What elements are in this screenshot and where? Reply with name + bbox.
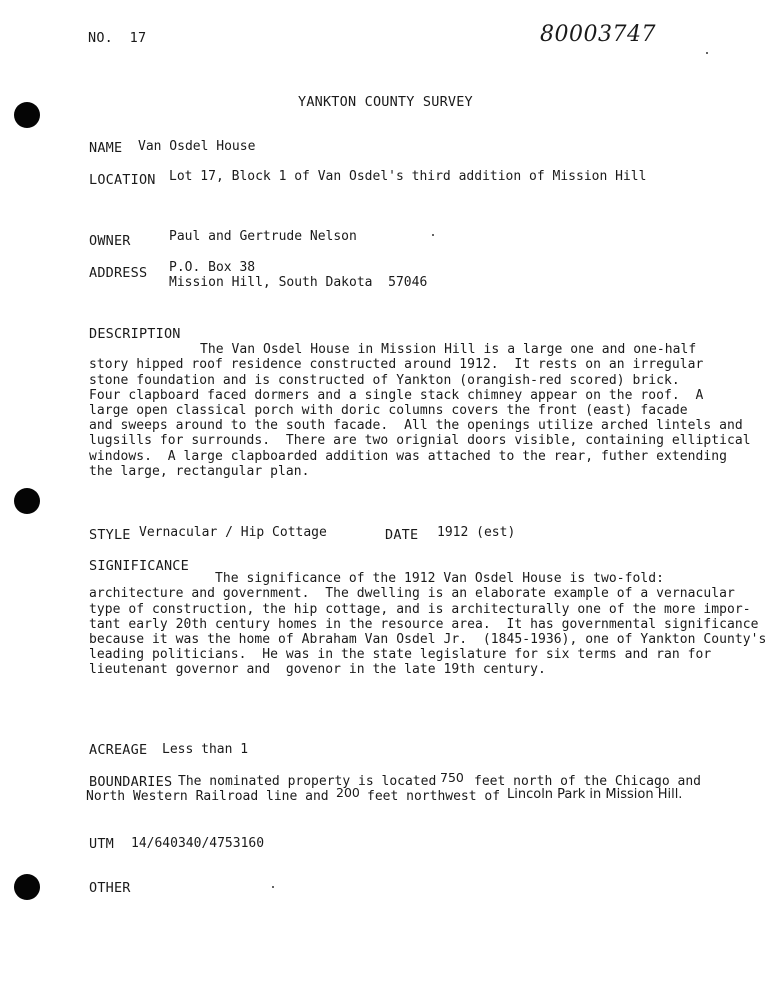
significance-line: The significance of the 1912 Van Osdel House is two-fold: [215,571,664,587]
utm-label: UTM [89,836,114,852]
binder-hole-3 [14,874,40,900]
description-text [89,327,751,479]
address-line-2: Mission Hill, South Dakota 57046 [169,275,428,290]
significance-label: SIGNIFICANCE [89,558,189,574]
significance-text [89,556,766,678]
binder-hole-1 [14,102,40,128]
boundaries-distance-northwest: 200 [336,785,360,800]
description-line: large open classical porch with doric columns covers the front (east) facade [89,403,688,419]
boundaries-label: BOUNDARIES [89,774,173,790]
acreage-value: Less than 1 [162,742,249,757]
description-line: story hipped roof residence constructed around 1912. It rests on an irregular [89,357,704,373]
binder-hole-2 [14,488,40,514]
description-line: the large, rectangular plan. [89,463,310,479]
utm-value: 14/640340/4753160 [131,836,265,851]
other-label: OTHER [89,880,131,896]
speck [432,234,434,236]
significance-line: architecture and government. The dwelling is an elaborate example of a vernacular [89,586,735,602]
description-line: lugsills for surrounds. There are two orignial doors visible, containing elliptical [89,433,751,449]
date-label: DATE [385,527,419,543]
boundaries-distance-north: 750 [440,770,464,785]
page-title: YANKTON COUNTY SURVEY [298,94,473,110]
boundaries-text-1b: feet north of the Chicago and [474,774,701,789]
acreage-label: ACREAGE [89,742,148,758]
address-line-1: P.O. Box 38 [169,260,256,275]
description-line: The Van Osdel House in Mission Hill is a large one and one-half [200,342,697,358]
reference-number: 80003747 [540,22,656,47]
description-label: DESCRIPTION [89,326,181,342]
name-value: Van Osdel House [138,139,256,154]
name-label: NAME [89,140,123,156]
location-label: LOCATION [89,172,156,188]
significance-line: leading politicians. He was in the state legislature for six terms and ran for [89,647,712,663]
description-line: windows. A large clapboarded addition was attached to the rear, futher extending [89,448,728,464]
document-number: NO. 17 [88,30,147,46]
location-value: Lot 17, Block 1 of Van Osdel's third addition of Mission Hill [169,169,647,184]
significance-line: lieutenant governor and govenor in the late 19th century. [89,662,546,678]
owner-value: Paul and Gertrude Nelson [169,229,357,244]
description-line: stone foundation and is constructed of Yankton (orangish-red scored) brick. [89,372,680,388]
date-value: 1912 (est) [437,525,516,540]
significance-line: tant early 20th century homes in the resource area. It has governmental significance [89,616,759,632]
speck [272,886,274,888]
owner-label: OWNER [89,233,131,249]
boundaries-landmark: Lincoln Park in Mission Hill. [507,787,683,802]
description-line: and sweeps around to the south facade. All the openings utilize arched lintels and [89,418,743,434]
significance-line: type of construction, the hip cottage, and is architecturally one of the more impor- [89,601,751,617]
boundaries-text-2a: North Western Railroad line and [86,789,329,804]
style-label: STYLE [89,527,131,543]
boundaries-text-2b: feet northwest of [367,789,501,804]
address-label: ADDRESS [89,265,148,281]
boundaries-text-1a: The nominated property is located [178,774,437,789]
speck [706,52,708,54]
significance-line: because it was the home of Abraham Van Osdel Jr. (1845-1936), one of Yankton County's [89,632,767,648]
style-value: Vernacular / Hip Cottage [139,525,327,540]
description-line: Four clapboard faced dormers and a single stack chimney appear on the roof. A [89,387,704,403]
